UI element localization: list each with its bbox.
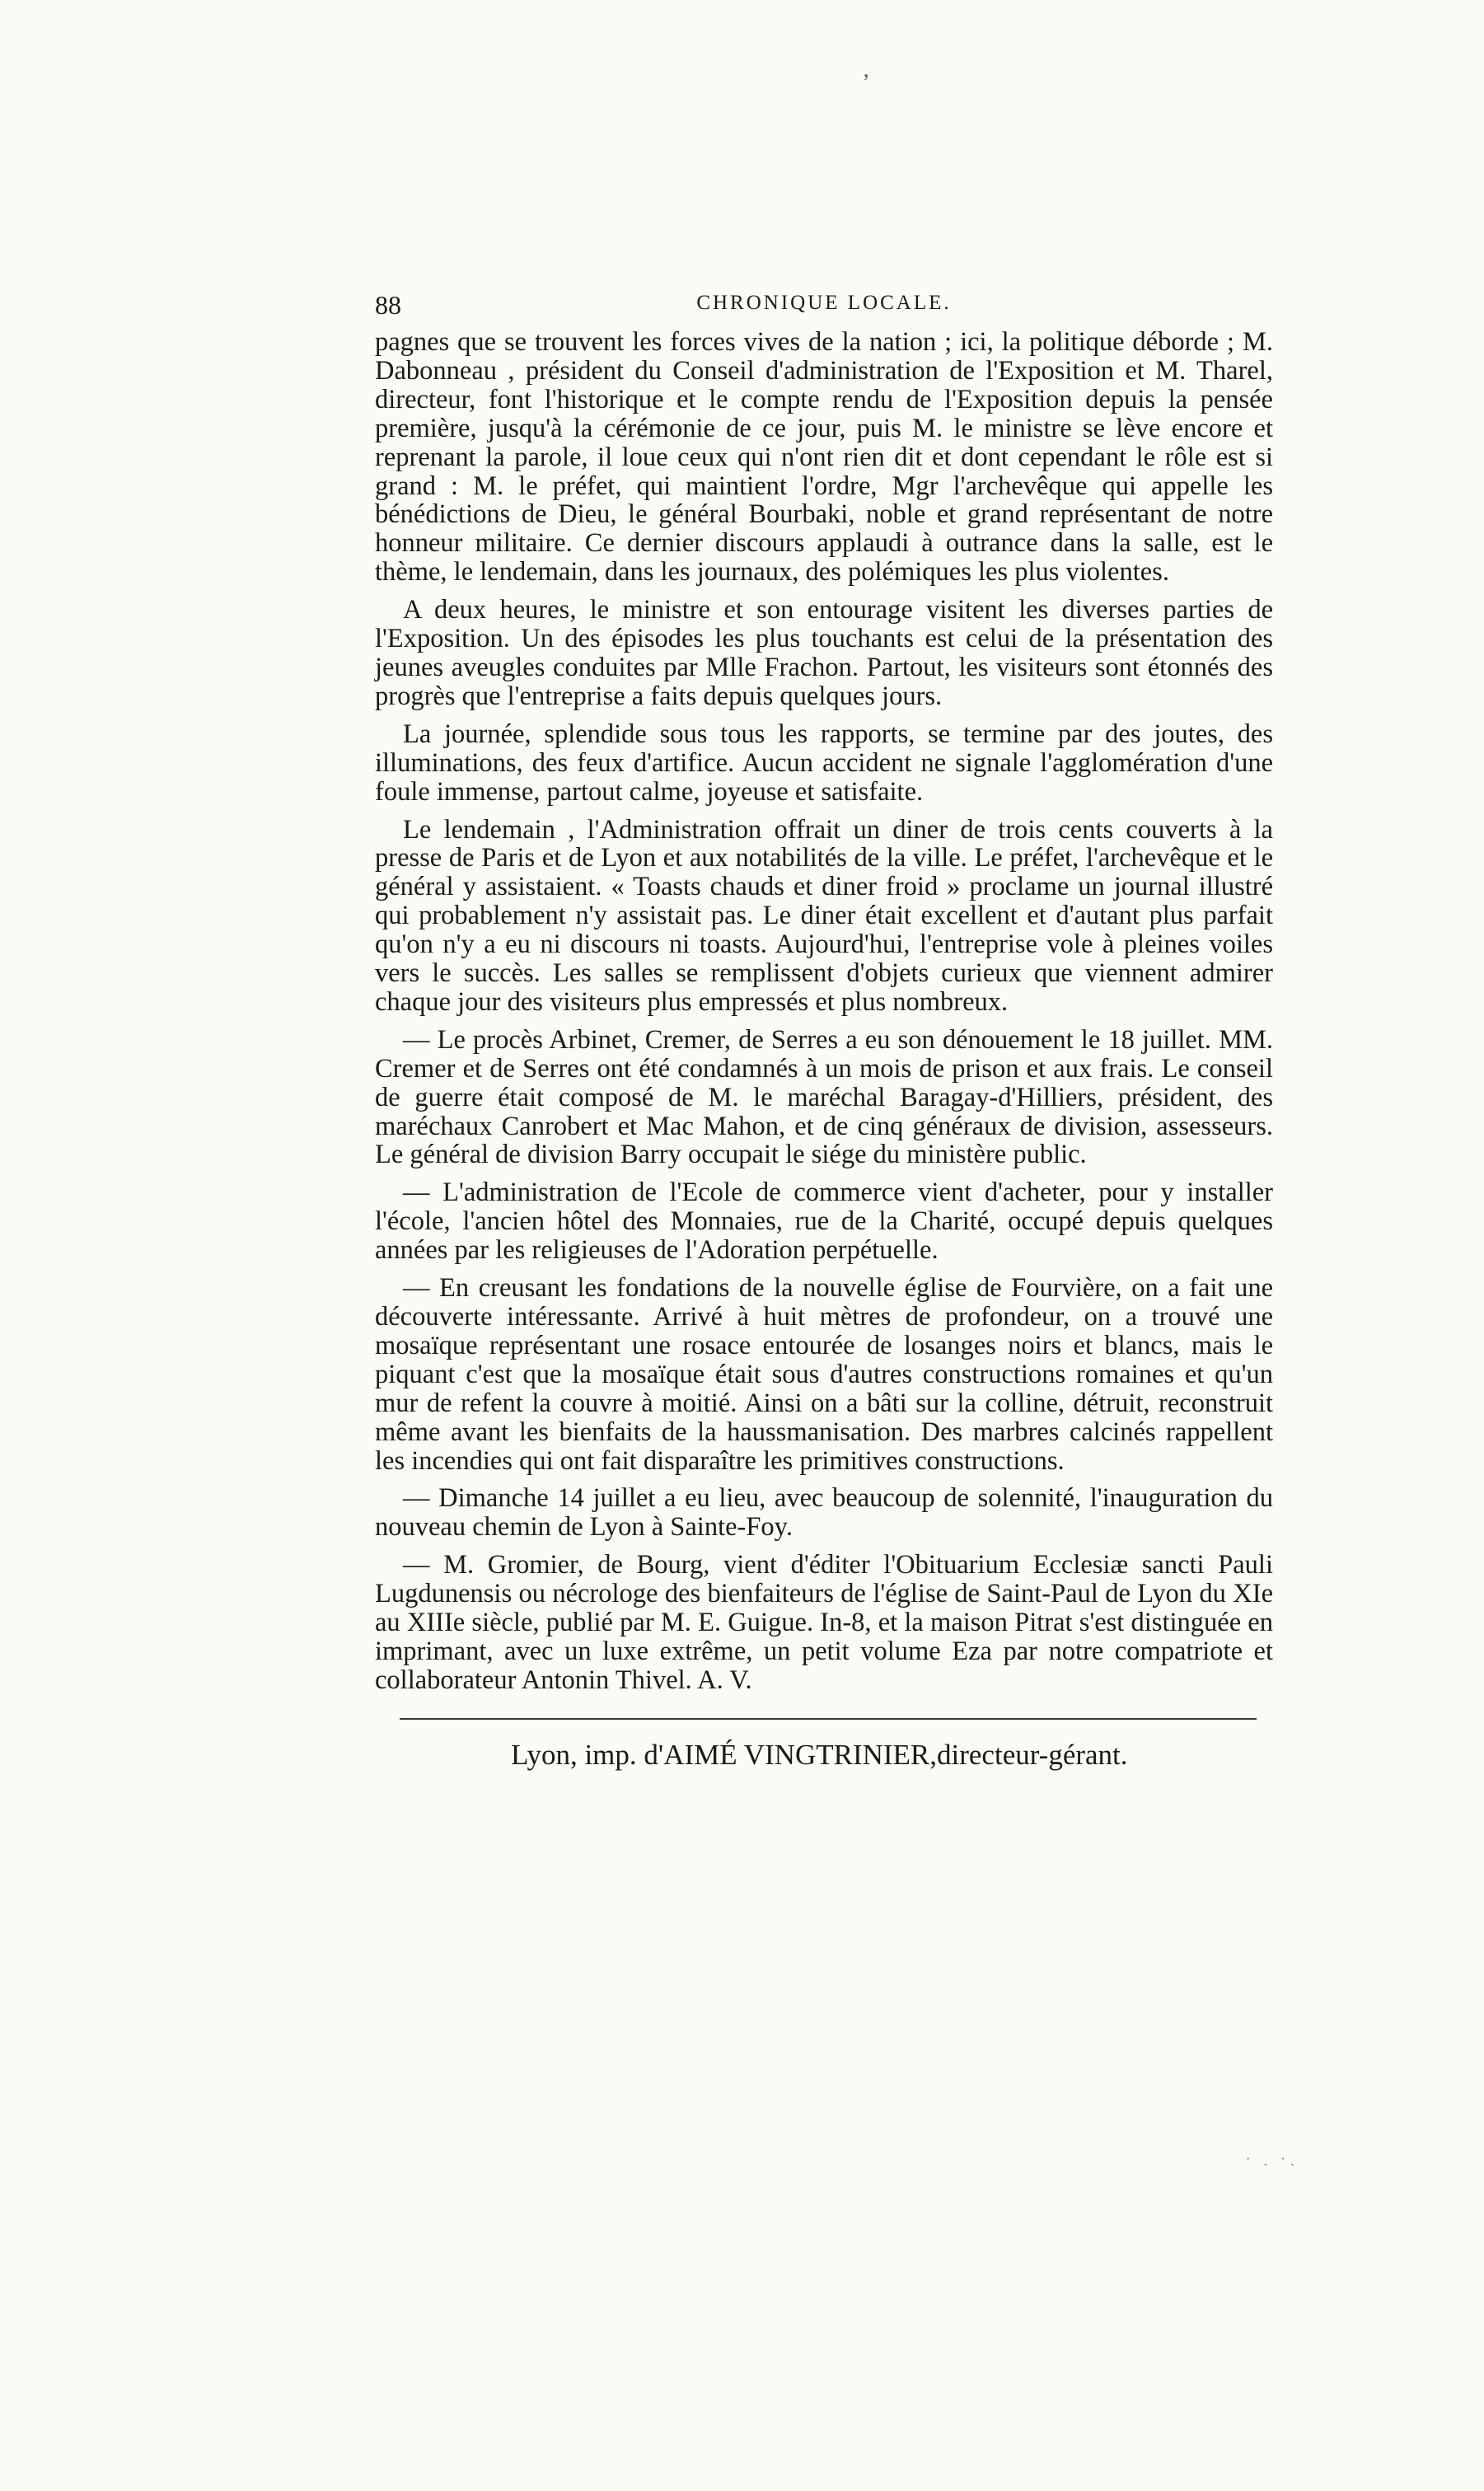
paragraph-arbinet-trial: — Le procès Arbinet, Cremer, de Serres a eu son dénouement le 18 juillet. MM. Cremer et de Serres ont été condamnés à un mois de prison et aux frais. Le conseil de guerre était composé de M. le maréchal Baragay-d'Hilliers, président, des maréchaux Canrobert et Mac Mahon, et de cinq généraux de division, assesseurs. Le général de division Barry occupait le siége du ministère public. bbox=[375, 1024, 1273, 1170]
paragraph-obituarium-publication: — M. Gromier, de Bourg, vient d'éditer l'Obituarium Ecclesiæ sancti Pauli Lugdunensis ou nécrologe des bienfaiteurs de l'église de Saint-Paul de Lyon du XIe au XIIIe siècle, publié par M. E. Guigue. In-8, et la maison Pitrat s'est distinguée en imprimant, avec un luxe extrême, un petit volume Eza par notre compatriote et collaborateur Antonin Thivel. A. V. bbox=[375, 1550, 1273, 1695]
closing-rule bbox=[400, 1718, 1257, 1720]
stray-mark: · ˏ ·ˎ bbox=[1246, 2152, 1300, 2166]
book-page bbox=[375, 290, 1273, 1771]
paragraph-ministerial-visit: A deux heures, le ministre et son entourage visitent les diverses parties de l'Exposition. Un des épisodes les plus touchants est celui de la présentation des jeunes aveugles conduites par Mlle Frachon. Partout, les visiteurs sont étonnés des progrès que l'entreprise a faits depuis quelques jours. bbox=[375, 595, 1273, 711]
printer-imprint: Lyon, imp. d'AIMÉ VINGTRINIER,directeur-gérant. bbox=[511, 1738, 1128, 1771]
running-head bbox=[375, 290, 1273, 328]
paragraph-festivities: La journée, splendide sous tous les rapports, se termine par des joutes, des illuminations, des feux d'artifice. Aucun accident ne signale l'agglomération d'une foule immense, partout calme, joyeuse et satisfaite. bbox=[375, 719, 1273, 807]
stray-mark: ʼ bbox=[862, 69, 870, 96]
paragraph-sainte-foy-railway: — Dimanche 14 juillet a eu lieu, avec beaucoup de solennité, l'inauguration du nouveau chemin de Lyon à Sainte-Foy. bbox=[375, 1483, 1273, 1543]
paragraph-exposition-speeches: pagnes que se trouvent les forces vives de la nation ; ici, la politique déborde ; M. Dabonneau , président du Conseil d'administration de l'Exposition et M. Tharel, directeur, font l'historique et le compte rendu de l'Exposition depuis la pensée première, jusqu'à la cérémonie de ce jour, puis M. le ministre se lève encore et reprenant la parole, il loue ceux qui n'ont rien dit et dont cependant le rôle est si grand : M. le préfet, qui maintient l'ordre, Mgr l'archevêque qui appelle les bénédictions de Dieu, le général Bourbaki, noble et grand représentant de notre honneur militaire. Ce dernier discours applaudi à outrance dans la salle, est le thème, le lendemain, dans les journaux, des polémiques les plus violentes. bbox=[375, 327, 1273, 588]
page-number: 88 bbox=[375, 290, 401, 320]
paragraph-fourviere-mosaic: — En creusant les fondations de la nouvelle église de Fourvière, on a fait une découverte intéressante. Arrivé à huit mètres de profondeur, on a trouvé une mosaïque représentant une rosace entourée de losanges noirs et blancs, mais le piquant c'est que la mosaïque était sous d'autres constructions romaines et qu'un mur de refent la couvre à moitié. Ainsi on a bâti sur la colline, détruit, reconstruit même avant les bienfaits de la haussmanisation. Des marbres calcinés rappellent les incendies qui ont fait disparaître les primitives constructions. bbox=[375, 1273, 1273, 1476]
paragraph-commerce-school: — L'administration de l'Ecole de commerce vient d'acheter, pour y installer l'école, l'ancien hôtel des Monnaies, rue de la Charité, occupé depuis quelques années par les religieuses de l'Adoration perpétuelle. bbox=[375, 1178, 1273, 1266]
paragraph-press-dinner: Le lendemain , l'Administration offrait un diner de trois cents couverts à la presse de Paris et de Lyon et aux notabilités de la ville. Le préfet, l'archevêque et le général y assistaient. « Toasts chauds et diner froid » proclame un journal illustré qui probablement n'y assistait pas. Le diner était excellent et d'autant plus parfait qu'on n'y a eu ni discours ni toasts. Aujourd'hui, l'entreprise vole à pleines voiles vers le succès. Les salles se remplissent d'objets curieux que viennent admirer chaque jour des visiteurs plus empressés et plus nombreux. bbox=[375, 814, 1273, 1017]
running-title: CHRONIQUE LOCALE. bbox=[696, 292, 952, 314]
